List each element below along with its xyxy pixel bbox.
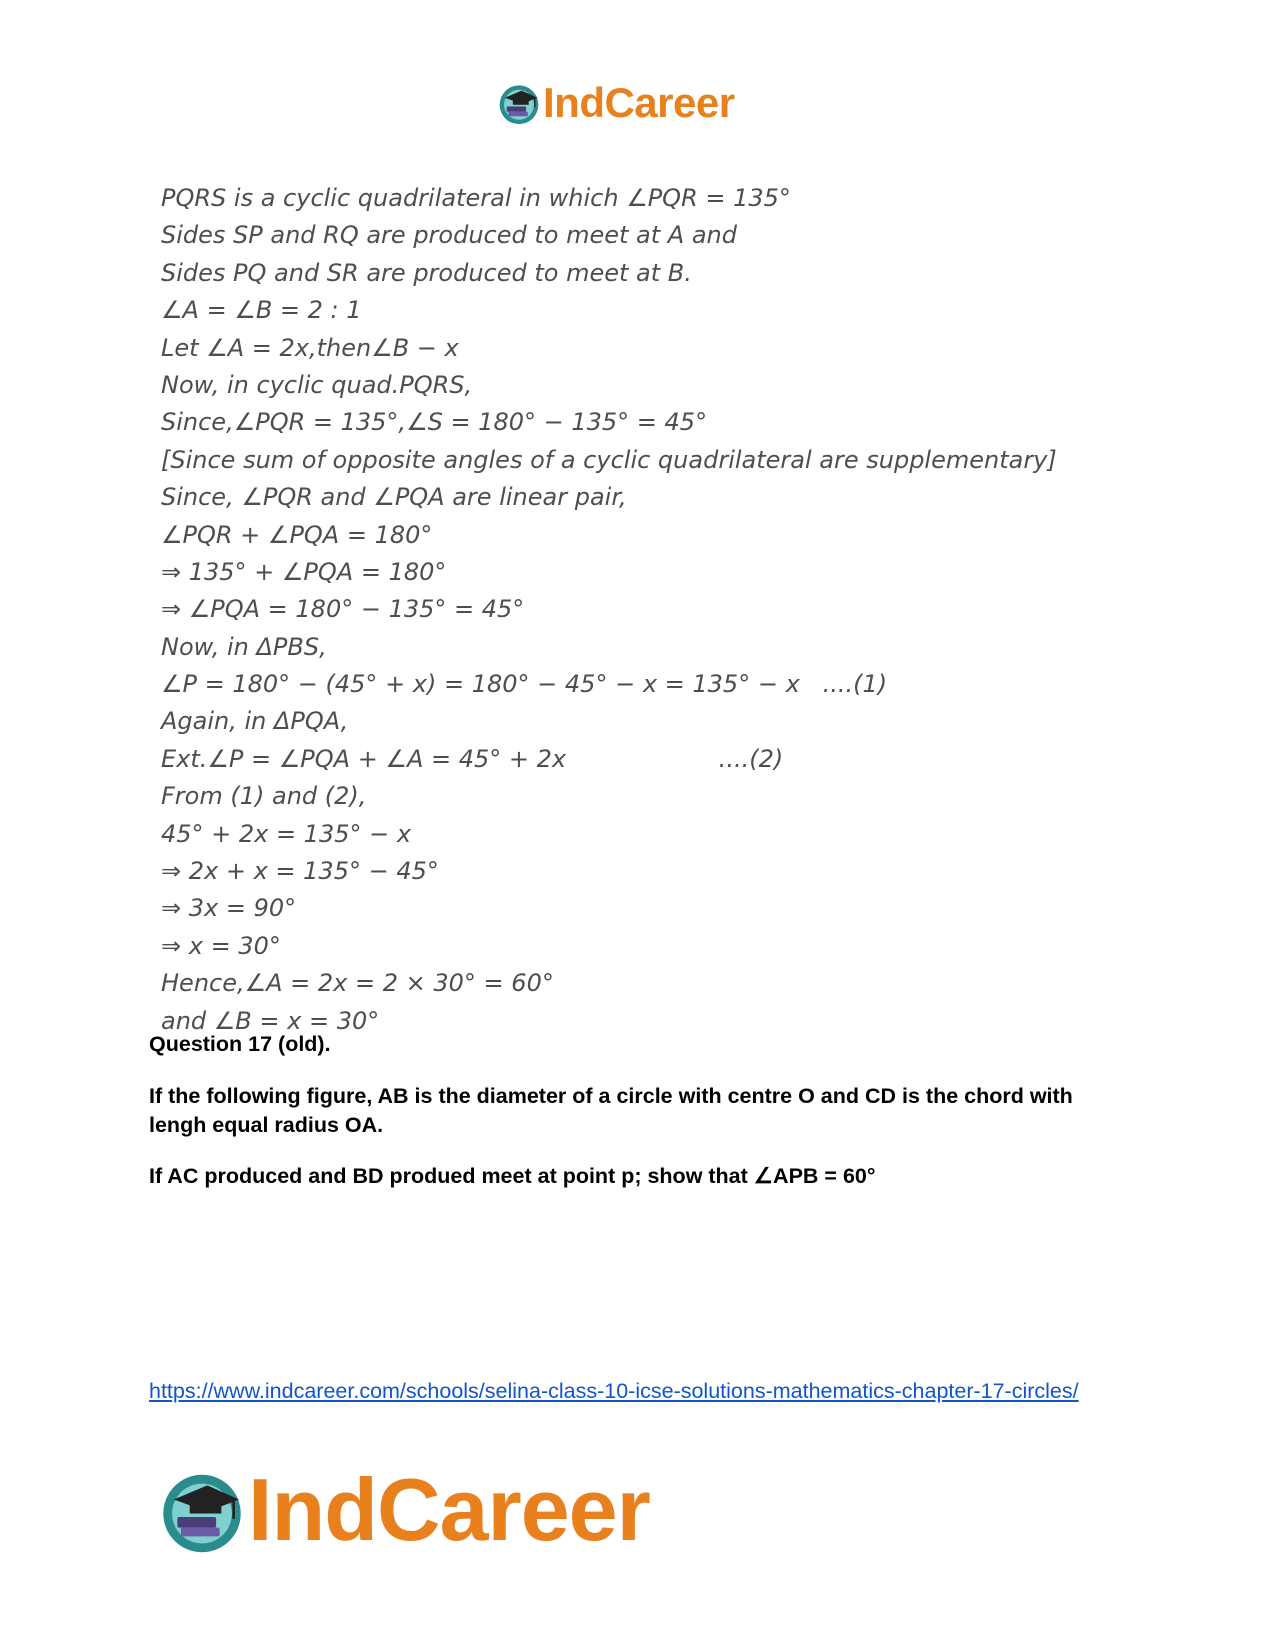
- solution-line: Now, in cyclic quad.PQRS,: [161, 370, 473, 399]
- solution-line: From (1) and (2),: [161, 782, 367, 811]
- solution-line: Ext.∠P = ∠PQA + ∠A = 45° + 2x ....(2): [161, 744, 784, 773]
- solution-line: Again, in ΔPQA,: [161, 707, 349, 736]
- source-link[interactable]: https://www.indcareer.com/schools/selina-class-10-icse-solutions-mathematics-chapter-17-circles/: [149, 1379, 1079, 1403]
- solution-line: ∠PQR + ∠PQA = 180°: [161, 520, 433, 549]
- graduation-cap-icon: [158, 1466, 246, 1554]
- solution-line: ∠A = ∠B = 2 : 1: [161, 296, 362, 325]
- footer-logo: [158, 1462, 650, 1558]
- solution-line: ⇒ ∠PQA = 180° − 135° = 45°: [161, 595, 525, 624]
- solution-line: ⇒ 3x = 90°: [161, 894, 297, 923]
- solution-line: [Since sum of opposite angles of a cyclic quadrilateral are supplementary]: [161, 445, 1057, 474]
- solution-line: ⇒ 2x + x = 135° − 45°: [161, 857, 439, 886]
- question-paragraph: If the following figure, AB is the diameter of a circle with centre O and CD is the chord with lengh equal radius OA.: [149, 1084, 1073, 1137]
- solution-line: and ∠B = x = 30°: [161, 1006, 380, 1035]
- solution-line: Hence,∠A = 2x = 2 × 30° = 60°: [161, 969, 554, 998]
- solution-line: ⇒ x = 30°: [161, 931, 281, 960]
- solution-line: 45° + 2x = 135° − x: [161, 819, 412, 848]
- solution-line: Now, in ΔPBS,: [161, 632, 327, 661]
- graduation-cap-icon: [497, 81, 541, 125]
- solution-line: Sides SP and RQ are produced to meet at A and: [161, 221, 737, 250]
- solution-line: Since,∠PQR = 135°,∠S = 180° − 135° = 45°: [161, 408, 708, 437]
- solution-line: ∠P = 180° − (45° + x) = 180° − 45° − x = 135° − x ....(1): [161, 670, 888, 699]
- solution-line: PQRS is a cyclic quadrilateral in which ∠PQR = 135°: [161, 184, 791, 212]
- header-logo: [497, 78, 735, 128]
- solution-steps: [161, 180, 1081, 1040]
- solution-line: Let ∠A = 2x,then∠B − x: [161, 333, 459, 362]
- solution-line: Since, ∠PQR and ∠PQA are linear pair,: [161, 483, 627, 512]
- logo-wordmark: IndCareer: [543, 79, 735, 126]
- solution-line: Sides PQ and SR are produced to meet at B.: [161, 258, 692, 287]
- solution-line: ⇒ 135° + ∠PQA = 180°: [161, 557, 447, 586]
- question-heading: Question 17 (old).: [149, 1032, 331, 1056]
- question-paragraph: If AC produced and BD produed meet at point p; show that ∠APB = 60°: [149, 1164, 876, 1188]
- logo-wordmark: IndCareer: [248, 1460, 650, 1559]
